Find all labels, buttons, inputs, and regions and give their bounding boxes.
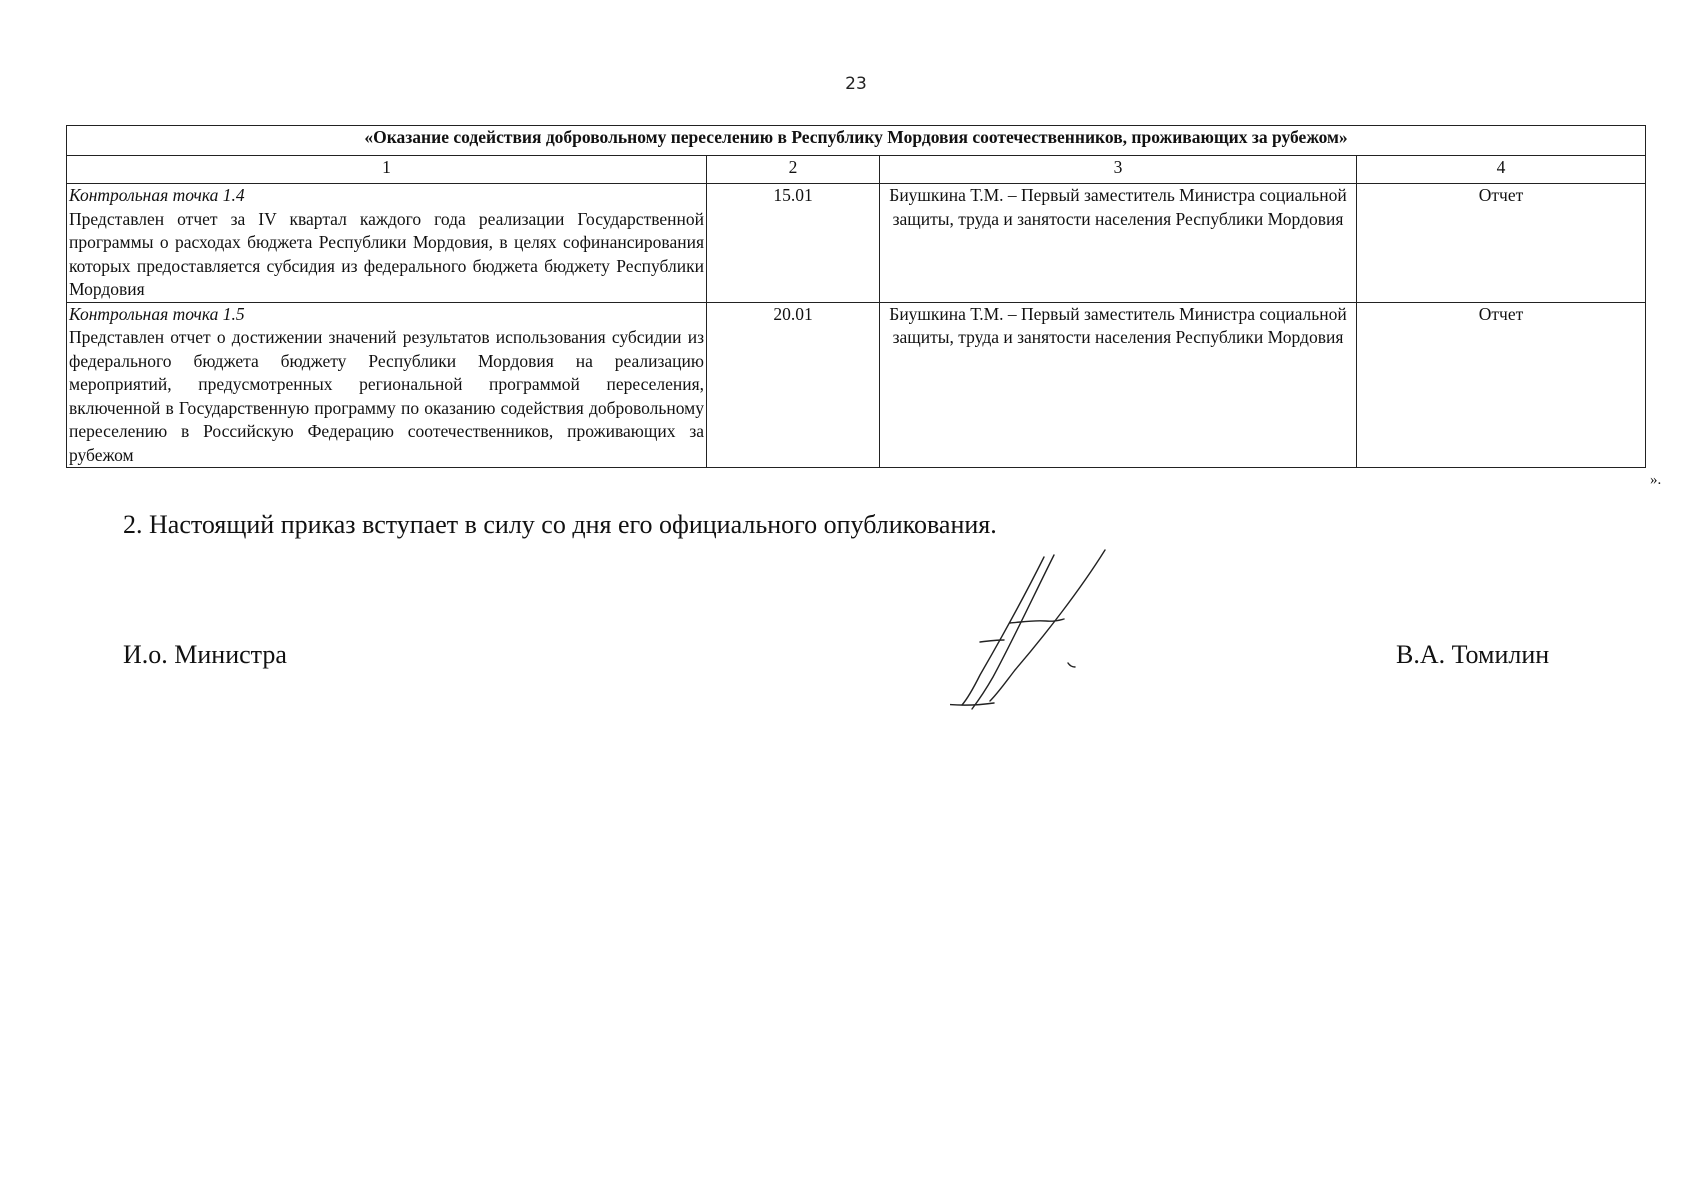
clause-2-text: 2. Настоящий приказ вступает в силу со дня его официального опубликования. bbox=[123, 510, 997, 539]
column-number-2: 2 bbox=[707, 156, 880, 184]
column-number-3: 3 bbox=[880, 156, 1357, 184]
column-number-1: 1 bbox=[67, 156, 707, 184]
checkpoint-cell bbox=[67, 302, 707, 468]
signatory-role: И.о. Министра bbox=[123, 640, 287, 669]
column-number-row bbox=[67, 156, 1646, 184]
date-cell: 15.01 bbox=[707, 184, 880, 303]
checkpoint-title: Контрольная точка 1.5 bbox=[69, 303, 245, 324]
document-cell: Отчет bbox=[1357, 184, 1646, 303]
table-row bbox=[67, 302, 1646, 468]
checkpoint-cell bbox=[67, 184, 707, 303]
page-number: 23 bbox=[845, 74, 867, 94]
date-cell: 20.01 bbox=[707, 302, 880, 468]
closing-quote: ». bbox=[1650, 472, 1662, 488]
document-cell: Отчет bbox=[1357, 302, 1646, 468]
signatory-name: В.А. Томилин bbox=[1396, 640, 1550, 669]
checkpoints-table bbox=[66, 125, 1646, 468]
table-row bbox=[67, 184, 1646, 303]
checkpoint-title: Контрольная точка 1.4 bbox=[69, 185, 245, 205]
checkpoint-description: Представлен отчет за IV квартал каждого года реализации Государственной программы о расходах бюджета Республики Мордовия, в целях софинансирования которых предоставляется субсидия из федерального бюджета бюджету Республики Мордовия bbox=[69, 208, 704, 299]
responsible-cell: Биушкина Т.М. – Первый заместитель Министра социальной защиты, труда и занятости населения Республики Мордовия bbox=[880, 302, 1357, 468]
section-title: «Оказание содействия добровольному переселению в Республику Мордовия соотечественников, проживающих за рубежом» bbox=[67, 126, 1646, 156]
checkpoint-description: Представлен отчет о достижении значений результатов использования субсидии из федерального бюджета бюджету Республики Мордовия на реализацию мероприятий, предусмотренных региональной программой переселения, включенной в Государственную программу по оказанию содействия добровольному переселению в Российскую Федерацию соотечественников, проживающих за рубежом bbox=[69, 327, 704, 465]
table-title-row bbox=[67, 126, 1646, 156]
responsible-cell: Биушкина Т.М. – Первый заместитель Министра социальной защиты, труда и занятости населения Республики Мордовия bbox=[880, 184, 1357, 303]
column-number-4: 4 bbox=[1357, 156, 1646, 184]
signature-image bbox=[950, 545, 1210, 720]
